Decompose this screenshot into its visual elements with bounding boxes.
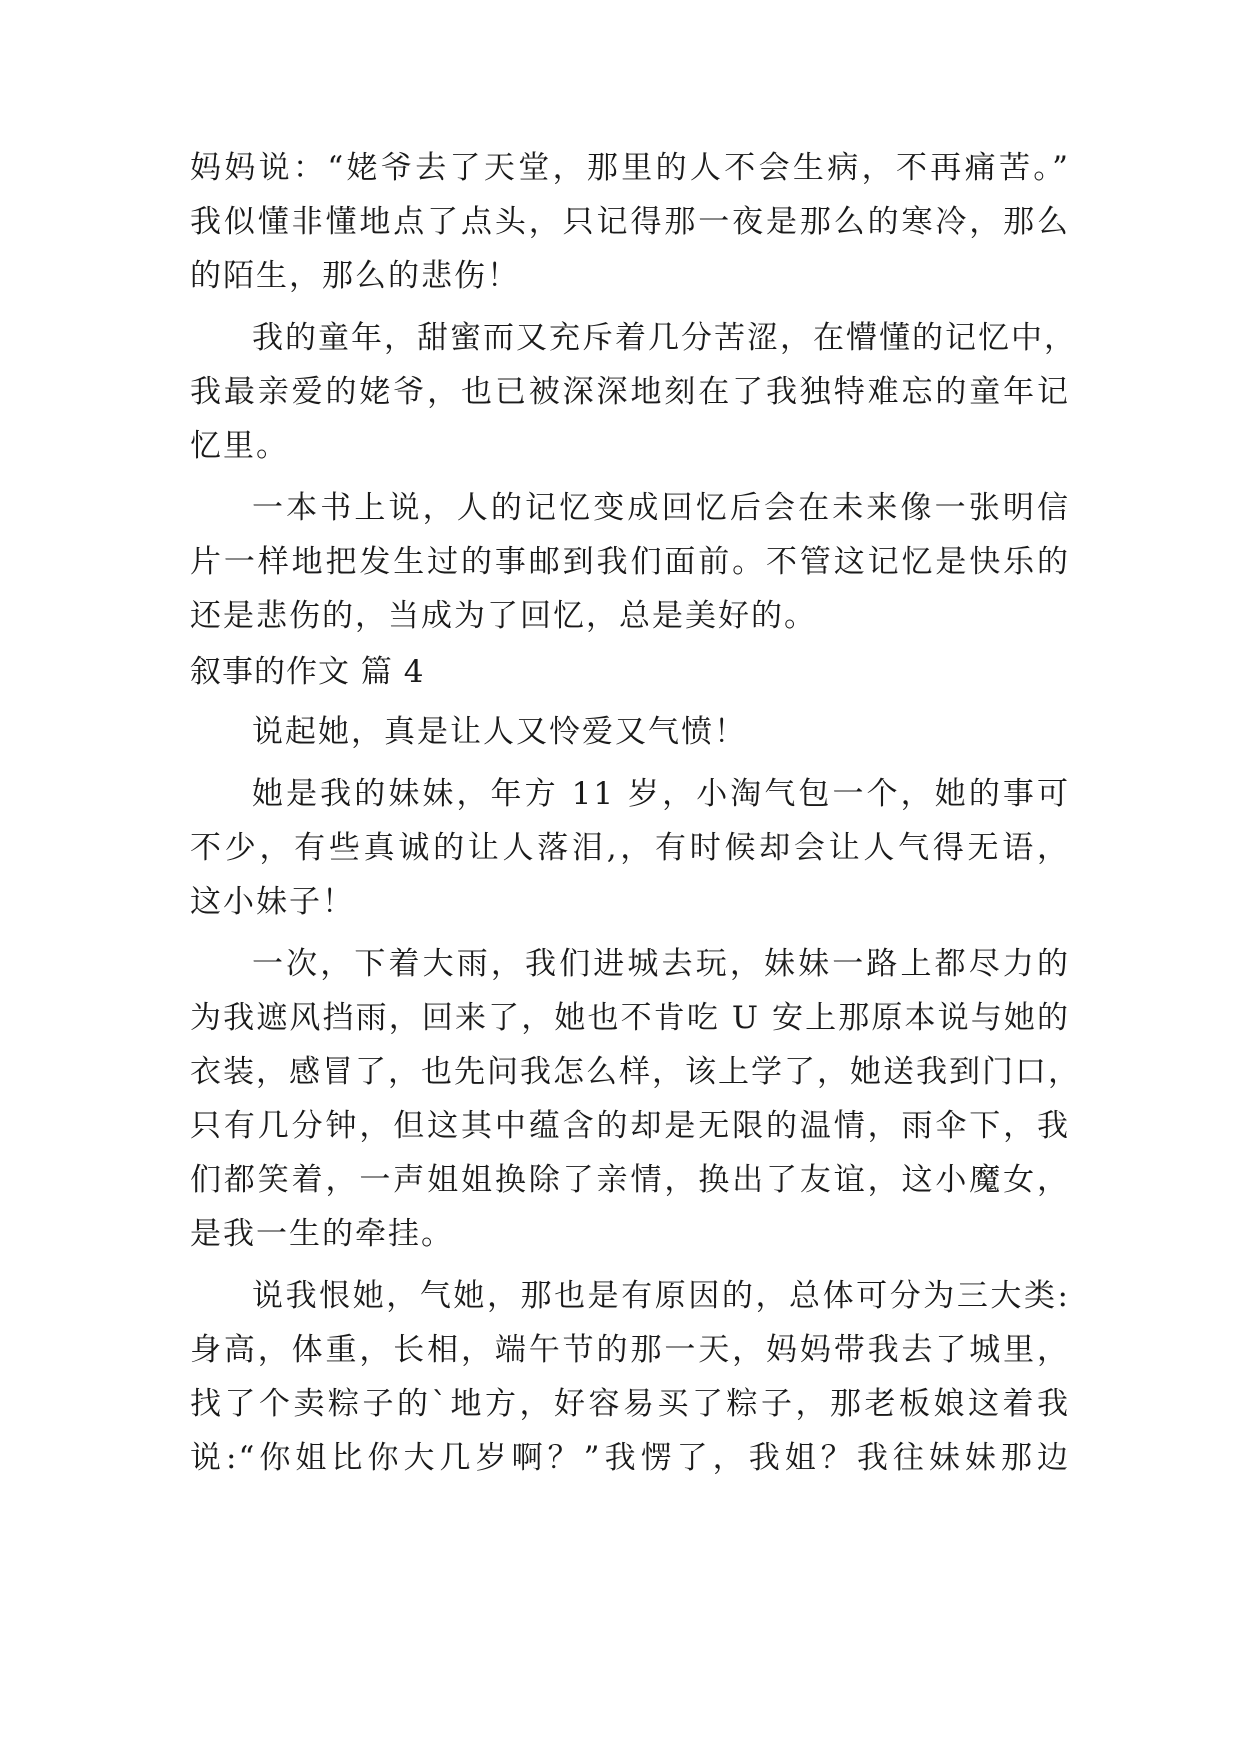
paragraph-start-line: 她是我的妹妹，年方 11 岁，小淘气包一个，她的事可 [252, 776, 1070, 812]
text-line: 片一样地把发生过的事邮到我们面前。不管这记忆是快乐的 [190, 544, 1070, 580]
paragraph-start-line: 一本书上说，人的记忆变成回忆后会在未来像一张明信 [252, 490, 1070, 526]
paragraph-start-line: 说起她，真是让人又怜爱又气愤！ [252, 714, 747, 750]
text-line: 身高，体重，长相，端午节的那一天，妈妈带我去了城里， [190, 1332, 1070, 1368]
text-line: 妈妈说：“姥爷去了天堂，那里的人不会生病，不再痛苦。” [190, 150, 1070, 186]
text-line: 们都笑着，一声姐姐换除了亲情，换出了友谊，这小魔女， [190, 1162, 1070, 1198]
text-line: 忆里。 [190, 428, 289, 464]
text-line: 这小妹子！ [190, 884, 355, 920]
text-line: 只有几分钟，但这其中蕴含的却是无限的温情，雨伞下，我 [190, 1108, 1070, 1144]
text-line: 衣装，感冒了，也先问我怎么样，该上学了，她送我到门口， [190, 1054, 1081, 1090]
text-line: 为我遮风挡雨，回来了，她也不肯吃 U 安上那原本说与她的 [190, 1000, 1070, 1036]
text-line: 的陌生，那么的悲伤！ [190, 258, 520, 294]
text-line: 不少，有些真诚的让人落泪,，有时候却会让人气得无语， [190, 830, 1070, 866]
paragraph-start-line: 一次，下着大雨，我们进城去玩，妹妹一路上都尽力的 [252, 946, 1070, 982]
text-line: 还是悲伤的，当成为了回忆，总是美好的。 [190, 598, 817, 634]
text-line: 说:“你姐比你大几岁啊？”我愣了，我姐？我往妹妹那边 [190, 1440, 1070, 1476]
paragraph-start-line: 说我恨她，气她，那也是有原因的，总体可分为三大类: [252, 1278, 1070, 1314]
text-line: 我最亲爱的姥爷，也已被深深地刻在了我独特难忘的童年记 [190, 374, 1070, 410]
text-line: 我似懂非懂地点了点头，只记得那一夜是那么的寒冷，那么 [190, 204, 1070, 240]
paragraph-start-line: 我的童年，甜蜜而又充斥着几分苦涩，在懵懂的记忆中， [252, 320, 1077, 356]
text-line: 是我一生的牵挂。 [190, 1216, 454, 1252]
text-line: 找了个卖粽子的`地方，好容易买了粽子，那老板娘这着我 [190, 1386, 1070, 1422]
section-heading: 叙事的作文 篇 4 [190, 654, 425, 690]
